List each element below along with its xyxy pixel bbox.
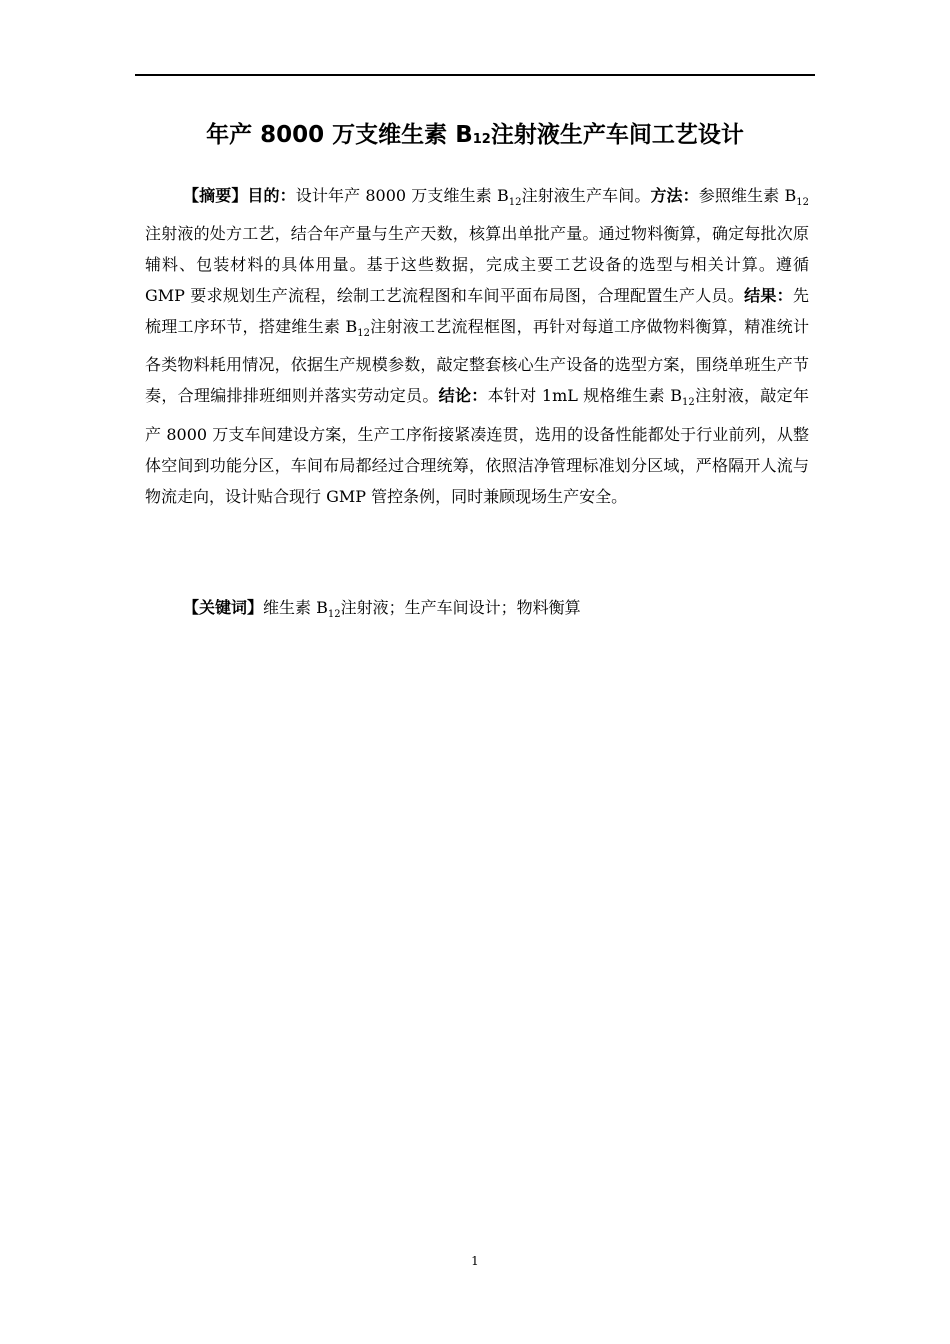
- conclusion-subscript: 12: [682, 397, 695, 409]
- conclusion-text-a: 本针对 1mL 规格维生素 B: [487, 386, 683, 406]
- method-text-b: 注射液的处方工艺，结合年产量与生产天数，核算出单批产量。通过物料衡算，确定每批次原辅料、包装材料的具体用量。基于这些数据，完成主要工艺设备的选型与相关计算。遵循 GMP 要求规划生产流程，绘制工艺流程图和车间平面布局图，合理配置生产人员。: [145, 224, 809, 306]
- document-title: [135, 118, 815, 156]
- keywords-label: 【关键词】: [183, 598, 264, 617]
- result-text-a: 先梳理工序环节，搭建维生素 B: [145, 286, 809, 337]
- abstract-paragraph: [145, 180, 809, 512]
- title-subscript: 12: [472, 132, 491, 147]
- result-label: 结果：: [744, 286, 793, 306]
- result-subscript: 12: [357, 328, 370, 340]
- result-text-b: 注射液工艺流程框图，再针对每道工序做物料衡算，精准统计各类物料耗用情况，依据生产规模参数，敲定整套核心生产设备的选型方案，围绕单班生产节奏，合理编排排班细则并落实劳动定员。: [145, 317, 809, 406]
- purpose-text-a: 设计年产 8000 万支维生素 B: [295, 186, 509, 205]
- purpose-label: 目的：: [247, 186, 296, 205]
- header-rule: [135, 74, 815, 76]
- title-text-before: 年产 8000 万支维生素 B: [206, 122, 473, 148]
- keywords-text-b: 注射液；生产车间设计；物料衡算: [340, 598, 581, 617]
- method-subscript: 12: [796, 197, 809, 209]
- page-number: 1: [471, 1254, 479, 1268]
- keywords-paragraph: [145, 592, 809, 630]
- method-text-a: 参照维生素 B: [698, 186, 797, 205]
- purpose-text-b: 注射液生产车间。: [521, 186, 651, 205]
- keywords-subscript: 12: [327, 609, 341, 621]
- conclusion-text-b: 注射液，敲定年产 8000 万支车间建设方案，生产工序衔接紧凑连贯，选用的设备性能都处于行业前列，从整体空间到功能分区，车间布局都经过合理统筹，依照洁净管理标准划分区域，严格隔开人流与物流走向，设计贴合现行 GMP 管控条例，同时兼顾现场生产安全。: [145, 386, 809, 506]
- abstract-label: 【摘要】: [183, 186, 248, 205]
- purpose-subscript: 12: [508, 197, 522, 209]
- conclusion-label: 结论：: [438, 386, 488, 406]
- method-label: 方法：: [650, 186, 699, 205]
- keywords-text-a: 维生素 B: [263, 598, 328, 617]
- title-text-after: 注射液生产车间工艺设计: [490, 122, 744, 148]
